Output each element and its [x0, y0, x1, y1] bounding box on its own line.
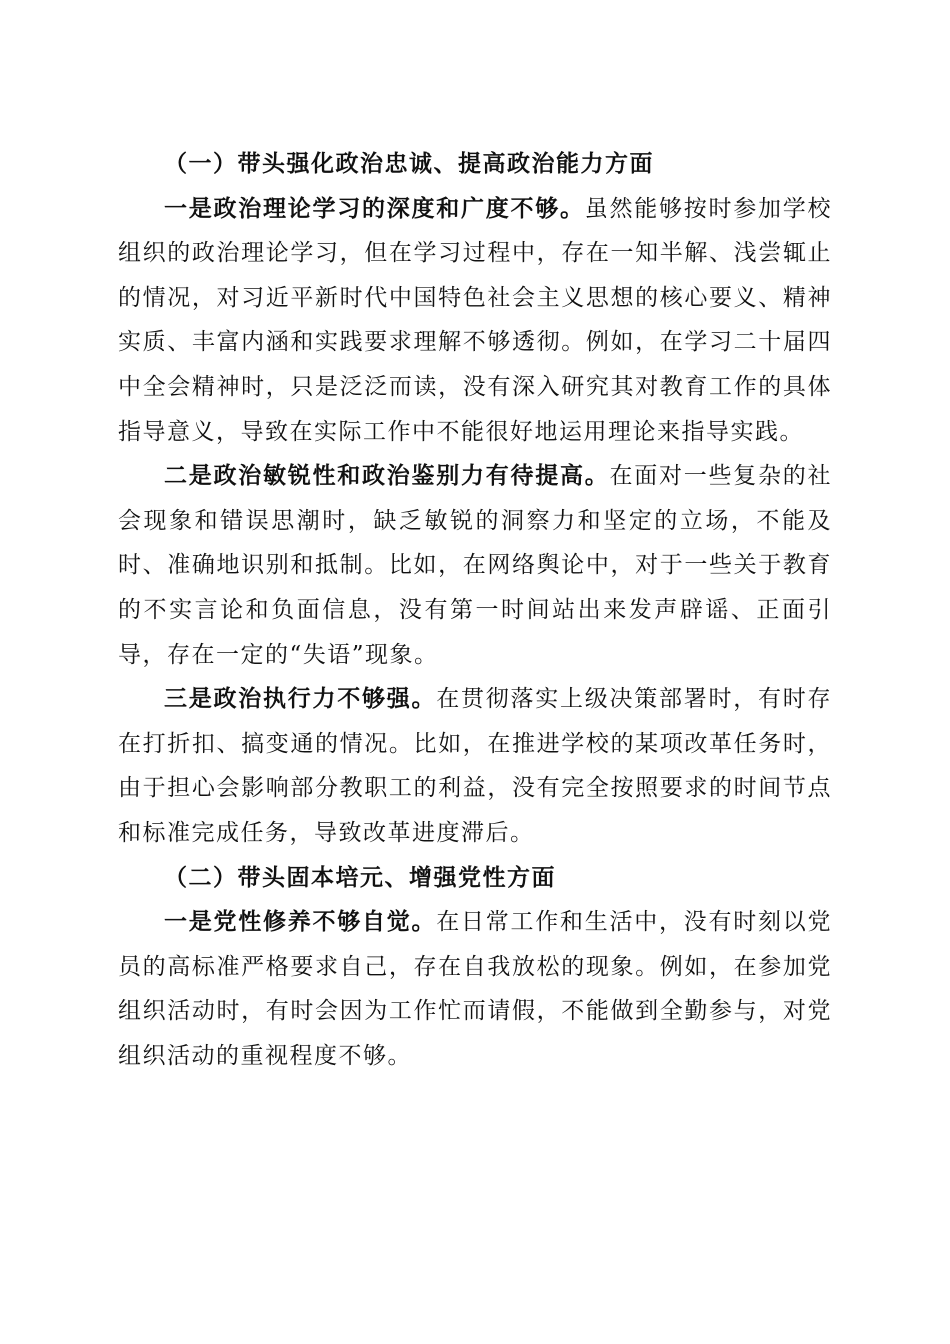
document-page [118, 142, 832, 1078]
section-heading: （二）带头固本培元、增强党性方面 [164, 863, 556, 891]
section-heading: （一）带头强化政治忠诚、提高政治能力方面 [164, 150, 654, 177]
paragraph-lead: 一是党性修养不够自觉。 [164, 908, 437, 936]
paragraph-lead: 三是政治执行力不够强。 [164, 685, 437, 713]
paragraph [118, 900, 832, 1078]
paragraph-lead: 二是政治敏锐性和政治鉴别力有待提高。 [164, 462, 610, 490]
paragraph-body: 在面对一些复杂的社会现象和错误思潮时，缺乏敏锐的洞察力和坚定的立场，不能及时、准确地识别和抵制。比如，在网络舆论中，对于一些关于教育的不实言论和负面信息，没有第一时间站出来发声辟谣、正面引导，存在一定的“失语”现象。 [118, 463, 832, 668]
paragraph-body: 在贯彻落实上级决策部署时，有时存在打折扣、搞变通的情况。比如，在推进学校的某项改革任务时，由于担心会影响部分教职工的利益，没有完全按照要求的时间节点和标准完成任务，导致改革进度滞后。 [118, 686, 832, 846]
paragraph-body: 虽然能够按时参加学校组织的政治理论学习，但在学习过程中，存在一知半解、浅尝辄止的情况，对习近平新时代中国特色社会主义思想的核心要义、精神实质、丰富内涵和实践要求理解不够透彻。例如，在学习二十届四中全会精神时，只是泛泛而读，没有深入研究其对教育工作的具体指导意义，导致在实际工作中不能很好地运用理论来指导实践。 [118, 195, 832, 445]
paragraph-body: 在日常工作和生活中，没有时刻以党员的高标准严格要求自己，存在自我放松的现象。例如，在参加党组织活动时，有时会因为工作忙而请假，不能做到全勤参与，对党组织活动的重视程度不够。 [118, 909, 832, 1069]
paragraph [118, 677, 832, 855]
paragraph-lead: 一是政治理论学习的深度和广度不够。 [164, 194, 585, 222]
paragraph [118, 187, 832, 455]
paragraph [118, 454, 832, 677]
